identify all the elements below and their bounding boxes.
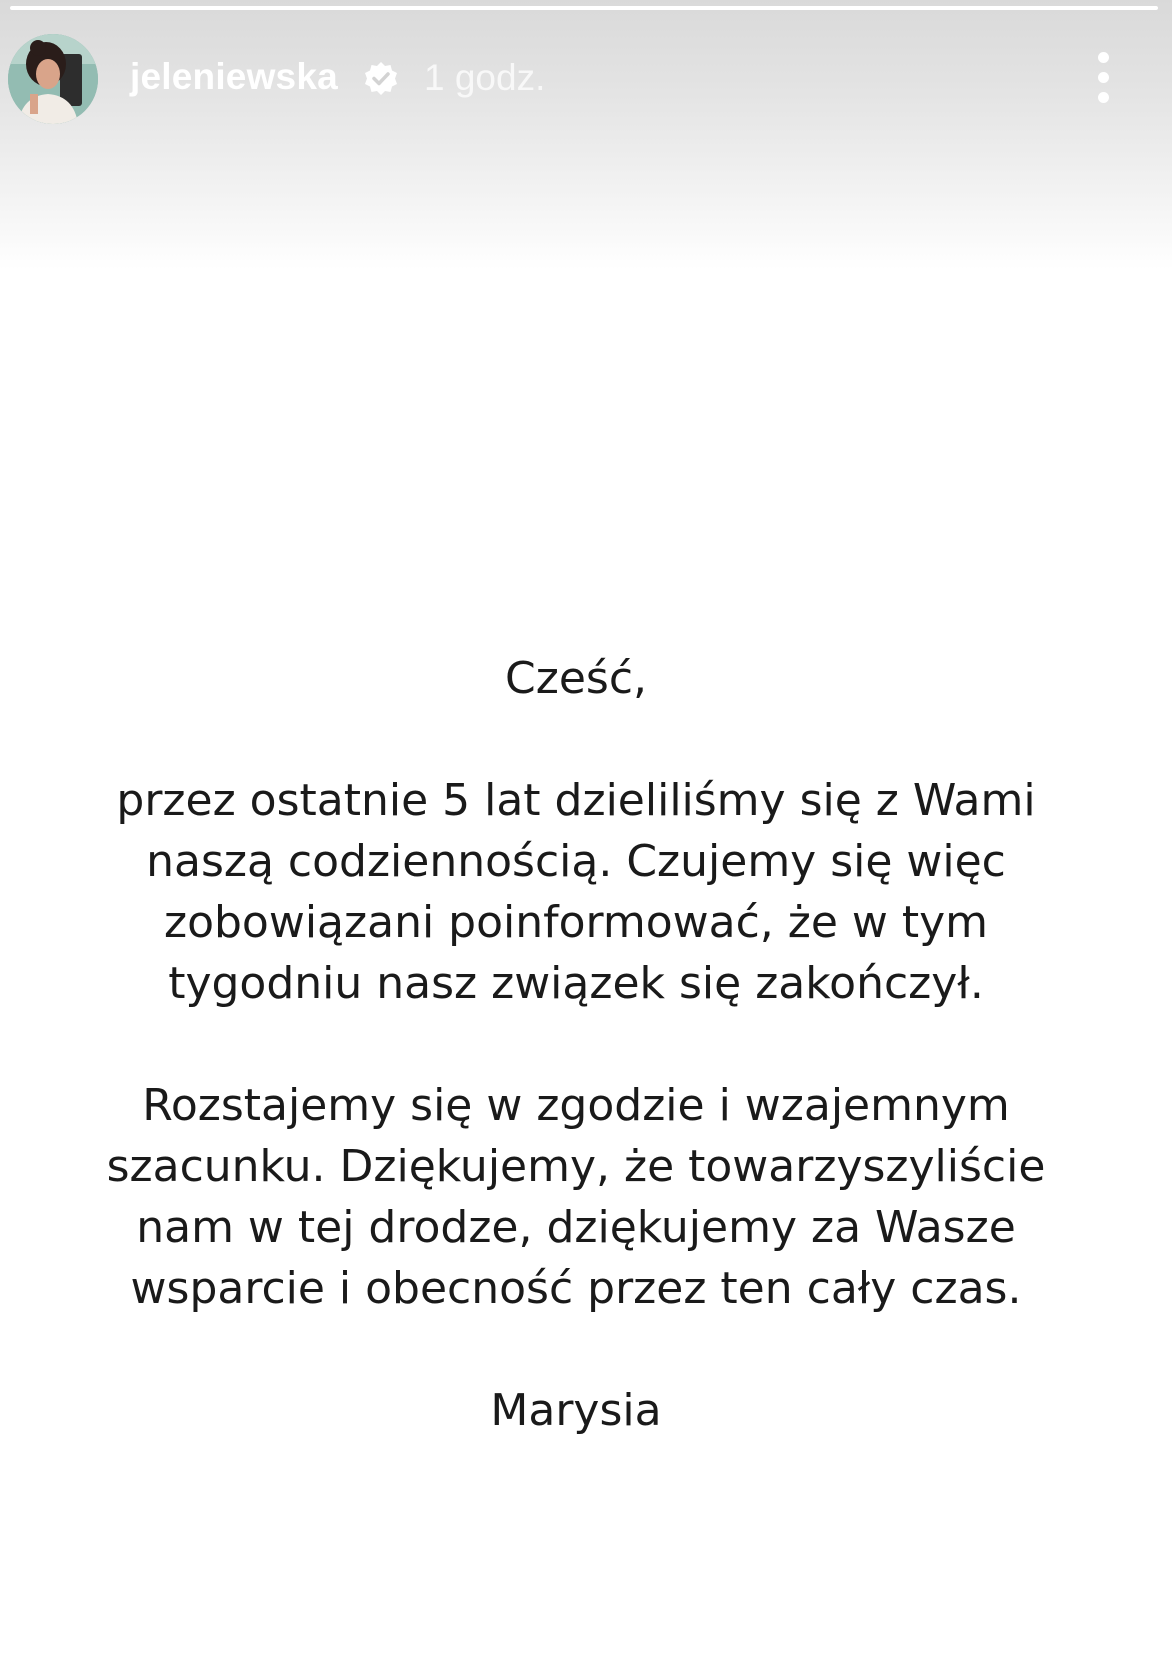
message-line: wsparcie i obecność przez ten cały czas. — [130, 1263, 1022, 1314]
verified-badge-icon — [362, 60, 400, 98]
more-options-icon[interactable] — [1090, 48, 1118, 108]
story-header — [0, 30, 1172, 126]
story-text-message — [70, 648, 1082, 1441]
message-line: Rozstajemy się w zgodzie i wzajemnym — [142, 1080, 1010, 1131]
message-paragraph-2 — [70, 1075, 1082, 1319]
message-paragraph-1 — [70, 770, 1082, 1014]
avatar-photo-icon — [8, 34, 98, 124]
message-line: szacunku. Dziękujemy, że towarzyszyliście — [106, 1141, 1046, 1192]
message-line: tygodniu nasz związek się zakończył. — [168, 958, 984, 1009]
story-progress-fill — [10, 6, 1158, 10]
message-line: zobowiązani poinformować, że w tym — [163, 897, 989, 948]
message-line: przez ostatnie 5 lat dzieliliśmy się z Wami — [116, 775, 1036, 826]
greeting-text: Cześć, — [505, 653, 647, 704]
avatar[interactable] — [8, 34, 98, 124]
username[interactable]: jeleniewska — [130, 56, 338, 97]
story-progress-bar — [10, 6, 1158, 10]
message-line: naszą codziennością. Czujemy się więc — [146, 836, 1006, 887]
message-line: nam w tej drodze, dziękujemy za Wasze — [136, 1202, 1016, 1253]
signature-text: Marysia — [490, 1385, 662, 1436]
post-timestamp: 1 godz. — [424, 57, 546, 98]
